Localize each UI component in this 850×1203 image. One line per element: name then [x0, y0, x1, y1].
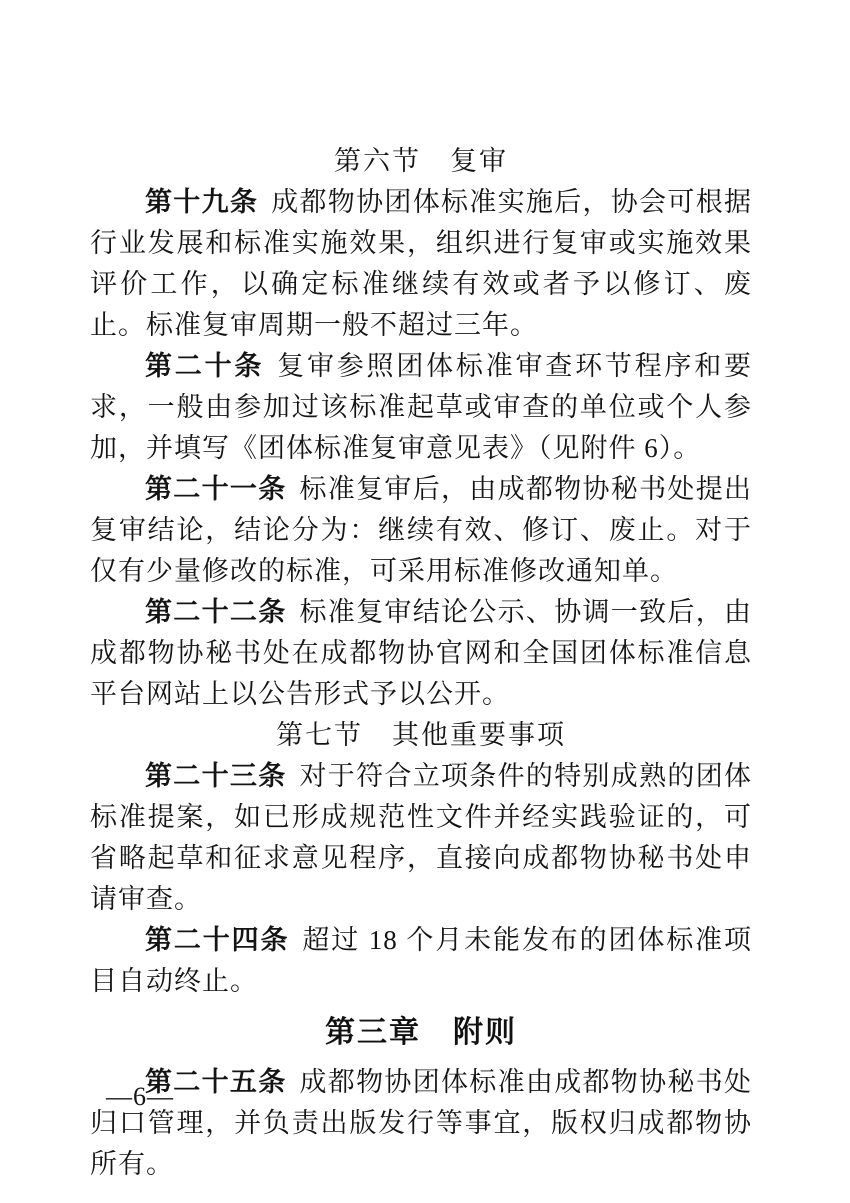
article-20-number: 第二十条: [145, 351, 265, 381]
article-24-number: 第二十四条: [145, 925, 290, 955]
article-21-number: 第二十一条: [145, 474, 287, 504]
chapter-heading-supplementary: 第三章 附则: [325, 1016, 517, 1049]
article-21-text: 标准复审后，由成都物协秘书处提出复审结论，结论分为：继续有效、修订、废止。对于仅有少量修改的标准，可采用标准修改通知单。: [90, 474, 752, 586]
article-20-text: 复审参照团体标准审查环节程序和要求，一般由参加过该标准起草或审查的单位或个人参加，并填写《团体标准复审意见表》（见附件 6）。: [90, 351, 753, 463]
article-19: [90, 182, 752, 346]
article-24: [90, 920, 752, 1002]
page-number: —6—: [106, 1082, 174, 1111]
article-25-text: 成都物协团体标准由成都物协秘书处归口管理，并负责出版发行等事宜，版权归成都物协所有。: [90, 1067, 752, 1179]
article-22-number: 第二十二条: [145, 597, 287, 627]
article-23: [90, 756, 752, 920]
article-23-number: 第二十三条: [145, 761, 287, 791]
article-20: [90, 346, 752, 469]
article-23-text: 对于符合立项条件的特别成熟的团体标准提案，如已形成规范性文件并经实践验证的，可省略起草和征求意见程序，直接向成都物协秘书处申请审查。: [90, 761, 752, 914]
article-22: [90, 592, 752, 715]
article-25-number: 第二十五条: [145, 1067, 287, 1097]
article-21: [90, 469, 752, 592]
document-content: [90, 141, 752, 1185]
article-24-text: 超过 18 个月未能发布的团体标准项目自动终止。: [90, 925, 752, 996]
section-heading-other-matters: 第七节 其他重要事项: [276, 720, 566, 750]
article-19-number: 第十九条: [145, 187, 259, 217]
article-19-text: 成都物协团体标准实施后，协会可根据行业发展和标准实施效果，组织进行复审或实施效果评价工作，以确定标准继续有效或者予以修订、废止。标准复审周期一般不超过三年。: [90, 187, 753, 340]
section-heading-review: 第六节 复审: [334, 146, 508, 176]
article-22-text: 标准复审结论公示、协调一致后，由成都物协秘书处在成都物协官网和全国团体标准信息平台网站上以公告形式予以公开。: [90, 597, 752, 709]
article-25: [90, 1062, 752, 1185]
